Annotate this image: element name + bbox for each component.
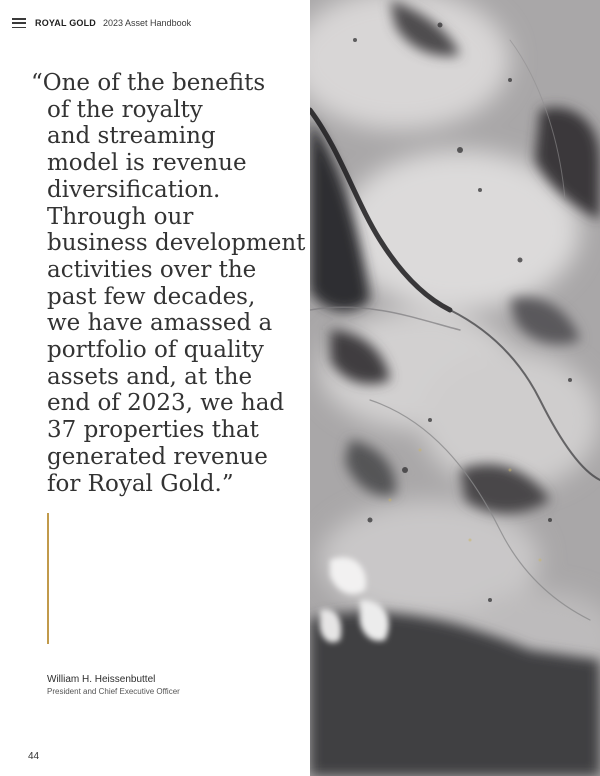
quote-line: past few decades, (47, 283, 256, 310)
quote-line: business development (47, 230, 306, 257)
document-title: 2023 Asset Handbook (103, 18, 192, 28)
quote-line: and streaming (47, 123, 216, 150)
quote-attribution (47, 673, 180, 698)
quote-line: “One of the benefits (31, 70, 266, 96)
menu-icon[interactable] (12, 18, 26, 28)
quote-line: assets and, at the (47, 363, 253, 390)
brand-name[interactable]: ROYAL GOLD (35, 18, 97, 28)
quote-line: generated revenue (47, 443, 268, 470)
quote-line: for Royal Gold.” (47, 470, 234, 497)
author-title: President and Chief Executive Officer (47, 687, 180, 696)
author-name: William H. Heissenbuttel (47, 674, 156, 685)
quote-line: of the royalty (47, 96, 203, 123)
quote-line: end of 2023, we had (47, 390, 285, 417)
page-number: 44 (28, 751, 40, 762)
quote-line: model is revenue (47, 150, 247, 177)
quote-line: 37 properties that (47, 417, 259, 444)
pull-quote (31, 70, 306, 497)
quote-line: diversification. (47, 176, 221, 203)
mineral-rock-photo (310, 0, 600, 776)
quote-line: activities over the (47, 256, 257, 283)
quote-line: Through our (47, 203, 194, 230)
quote-line: we have amassed a (47, 310, 273, 337)
page-header (12, 15, 191, 31)
accent-divider (47, 513, 49, 644)
quote-line: portfolio of quality (47, 337, 264, 364)
